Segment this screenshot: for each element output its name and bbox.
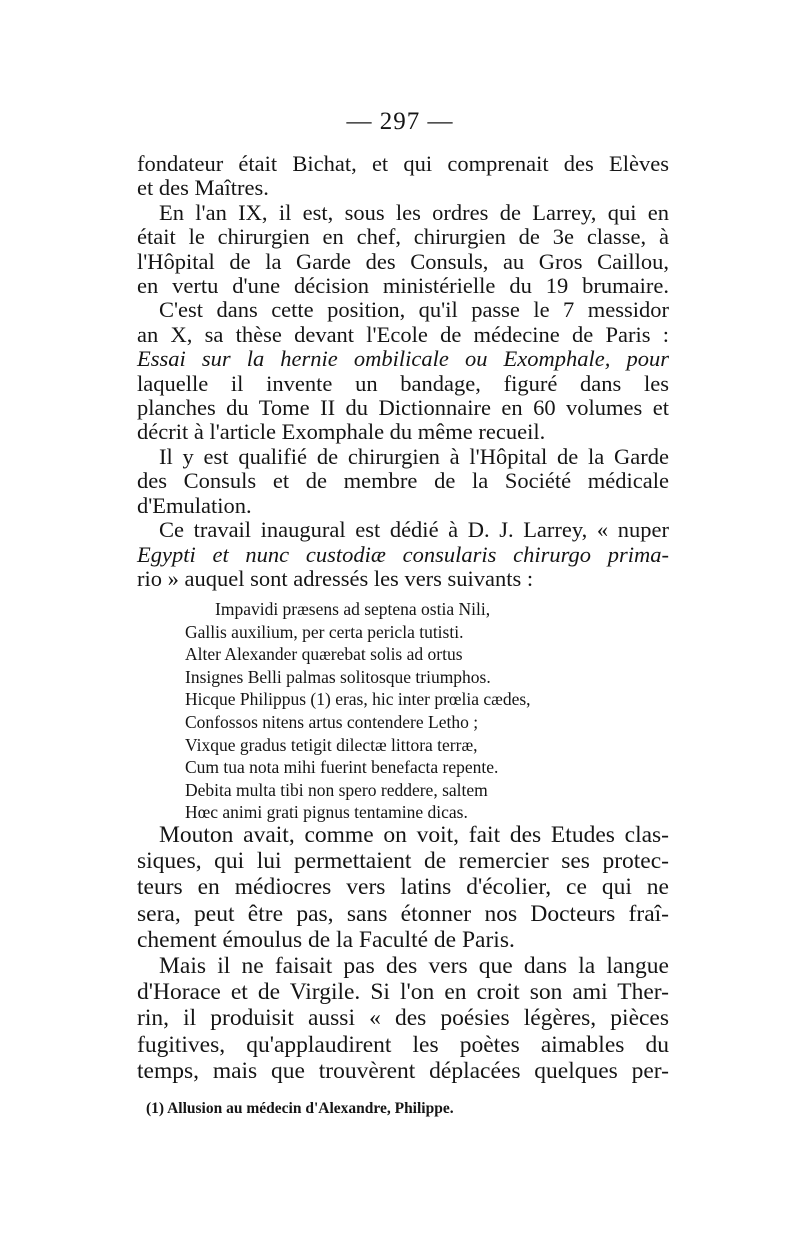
text-line: laquelle il invente un bandage, figuré dans les	[137, 370, 669, 396]
paragraph-6	[137, 822, 669, 953]
text-line: En l'an IX, il est, sous les ordres de Larrey, qui en	[159, 199, 669, 225]
text-line: et des Maîtres.	[137, 175, 269, 201]
verse-line: Gallis auxilium, per certa pericla tutisti.	[185, 621, 464, 642]
text-line: Ce travail inaugural est dédié à D. J. Larrey, « nuper	[159, 517, 669, 543]
text-line: temps, mais que trouvèrent déplacées quelques per-	[137, 1057, 669, 1084]
text-line-italic	[137, 543, 669, 567]
page-number: — 297 —	[346, 108, 454, 135]
verse-line: Impavidi præsens ad septena ostia Nili,	[215, 599, 491, 619]
text-line: d'Horace et de Virgile. Si l'on en croit son ami Ther-	[137, 979, 669, 1006]
text-line: an X, sa thèse devant l'Ecole de médecine de Paris :	[137, 321, 669, 347]
text-line: rin, il produisit aussi « des poésies légères, pièces	[137, 1005, 669, 1032]
text-line: rio » auquel sont adressés les vers suivants :	[137, 565, 534, 591]
paragraph-4	[137, 445, 669, 518]
dedication-latin: Egypti et nunc custodiæ consularis chirurgo prima-	[137, 541, 669, 567]
thesis-title: Essai sur la hernie ombilicale ou Exomphale, pour	[137, 346, 669, 372]
verse-line: Hicque Philippus (1) eras, hic inter prœlia cædes,	[185, 689, 531, 710]
text-line: siques, qui lui permettaient de remercier ses protec-	[137, 848, 669, 875]
text-line: était le chirurgien en chef, chirurgien de 3e classe, à	[137, 224, 669, 250]
text-line: Mais il ne faisait pas des vers que dans la langue	[159, 953, 669, 980]
footnote: (1) Allusion au médecin d'Alexandre, Philippe.	[146, 1100, 454, 1117]
text-line: fondateur était Bichat, et qui comprenait des Elèves	[137, 151, 669, 176]
text-block-upper	[137, 152, 669, 591]
paragraph-3	[137, 298, 669, 444]
text-line: l'Hôpital de la Garde des Consuls, au Gros Caillou,	[137, 248, 669, 274]
paragraph-5	[137, 518, 669, 591]
text-line: teurs en médiocres vers latins d'écolier, ce qui ne	[137, 874, 669, 901]
text-line: des Consuls et de membre de la Société médicale	[137, 468, 669, 494]
verse-line: Hœc animi grati pignus tentamine dicas.	[185, 802, 468, 823]
text-line: Mouton avait, comme on voit, fait des Etudes clas-	[159, 822, 669, 848]
text-line: chement émoulus de la Faculté de Paris.	[137, 926, 515, 953]
verse-line: Insignes Belli palmas solitosque triumphos.	[185, 666, 491, 687]
text-line: en vertu d'une décision ministérielle du 19 brumaire.	[137, 273, 669, 299]
verse-line: Cum tua nota mihi fuerint benefacta repente.	[185, 757, 499, 778]
text-line: Il y est qualifié de chirurgien à l'Hôpital de la Garde	[159, 443, 669, 469]
paragraph-7	[137, 953, 669, 1084]
text-line: C'est dans cette position, qu'il passe le 7 messidor	[159, 297, 669, 323]
text-line: fugitives, qu'applaudirent les poètes aimables du	[137, 1031, 669, 1058]
paragraph-1	[137, 152, 669, 201]
latin-verse	[185, 598, 585, 824]
text-line-italic	[137, 347, 669, 371]
text-line: décrit à l'article Exomphale du même recueil.	[137, 419, 546, 445]
text-line: sera, peut être pas, sans étonner nos Docteurs fraî-	[137, 900, 669, 927]
verse-line: Vixque gradus tetigit dilectæ littora terræ,	[185, 734, 478, 755]
verse-line: Confossos nitens artus contendere Letho ;	[185, 711, 479, 732]
text-line: d'Emulation.	[137, 492, 252, 518]
text-block-lower	[137, 822, 669, 1084]
verse-line: Debita multa tibi non spero reddere, saltem	[185, 779, 488, 800]
text-line: planches du Tome II du Dictionnaire en 60 volumes et	[137, 395, 669, 421]
verse-line: Alter Alexander quærebat solis ad ortus	[185, 644, 463, 665]
paragraph-2	[137, 201, 669, 299]
